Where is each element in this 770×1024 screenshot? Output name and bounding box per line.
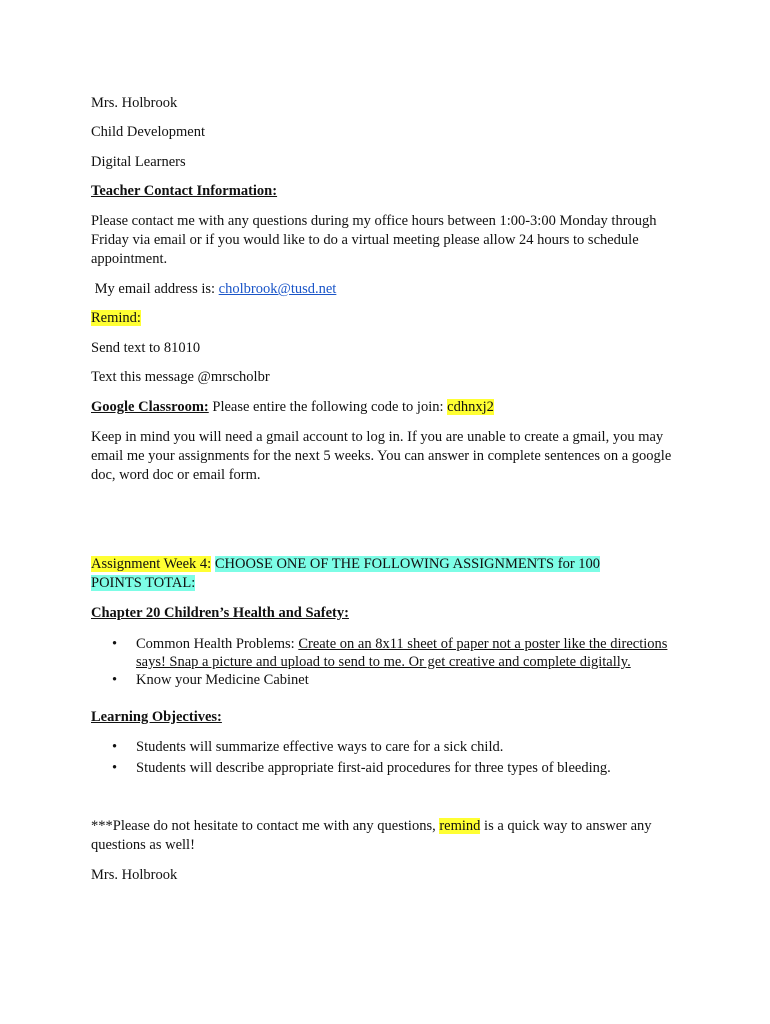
list-item bbox=[91, 635, 671, 671]
classroom-label: Google Classroom: bbox=[91, 399, 209, 415]
classroom-line bbox=[91, 398, 686, 417]
classroom-instruction: Please entire the following code to join: bbox=[208, 399, 448, 415]
email-line bbox=[91, 280, 686, 299]
assignment-week: Assignment Week 4: bbox=[91, 556, 212, 572]
bullet-icon: • bbox=[112, 636, 118, 652]
assignment-item-lead: Know your Medicine Cabinet bbox=[136, 672, 309, 688]
closing-text bbox=[91, 817, 686, 855]
list-item bbox=[91, 738, 691, 756]
remind-label: Remind: bbox=[91, 310, 141, 326]
email-label: My email address is: bbox=[91, 281, 219, 297]
chapter-heading bbox=[91, 604, 686, 623]
list-item bbox=[91, 759, 691, 777]
remind-message: Text this message @mrscholbr bbox=[91, 369, 270, 385]
closing-highlight: remind bbox=[439, 818, 481, 834]
assignment-item-detail: Create on an 8x11 sheet of paper not a poster like the directions says! Snap a picture and upload to send to me. Or get creative and complete digitally. bbox=[136, 636, 668, 670]
remind-send-text: Send text to 81010 bbox=[91, 340, 201, 356]
closing-before: ***Please do not hesitate to contact me with any questions, bbox=[91, 818, 440, 834]
closing-after: is a quick way to answer any questions as well! bbox=[91, 818, 652, 853]
assignment-heading bbox=[91, 555, 631, 593]
contact-heading bbox=[91, 182, 686, 201]
contact-heading-text: Teacher Contact Information: bbox=[91, 183, 278, 199]
course-name: Child Development bbox=[91, 124, 205, 140]
objectives-list bbox=[91, 738, 691, 777]
classroom-note: Keep in mind you will need a gmail account to log in. If you are unable to create a gmail, you may email me your assignments for the next 5 weeks. You can answer in complete sentences on a google doc, word doc or email form. bbox=[91, 429, 672, 483]
bullet-icon: • bbox=[112, 739, 118, 755]
remind-label-line bbox=[91, 309, 686, 328]
chapter-heading-text: Chapter 20 Children’s Health and Safety: bbox=[91, 605, 349, 621]
email-link[interactable]: cholbrook@tusd.net bbox=[218, 281, 337, 297]
bullet-icon: • bbox=[112, 672, 118, 688]
assignment-list bbox=[91, 635, 671, 689]
group-name: Digital Learners bbox=[91, 154, 186, 170]
assignment-item-lead: Common Health Problems: bbox=[136, 636, 299, 652]
objective-text: Students will summarize effective ways to care for a sick child. bbox=[136, 739, 504, 755]
signature: Mrs. Holbrook bbox=[91, 867, 178, 883]
bullet-icon: • bbox=[112, 760, 118, 776]
office-hours-text: Please contact me with any questions during my office hours between 1:00-3:00 Monday through Friday via email or if you would like to do a virtual meeting please allow 24 hours to schedule appointment. bbox=[91, 213, 657, 267]
teacher-name: Mrs. Holbrook bbox=[91, 95, 178, 111]
classroom-code: cdhnxj2 bbox=[447, 399, 494, 415]
assignment-instruction: CHOOSE ONE OF THE FOLLOWING ASSIGNMENTS for 100 POINTS TOTAL: bbox=[91, 556, 601, 591]
objectives-heading bbox=[91, 708, 686, 727]
list-item bbox=[91, 671, 671, 689]
objective-text: Students will describe appropriate first-aid procedures for three types of bleeding. bbox=[136, 760, 611, 776]
objectives-heading-text: Learning Objectives: bbox=[91, 709, 222, 725]
